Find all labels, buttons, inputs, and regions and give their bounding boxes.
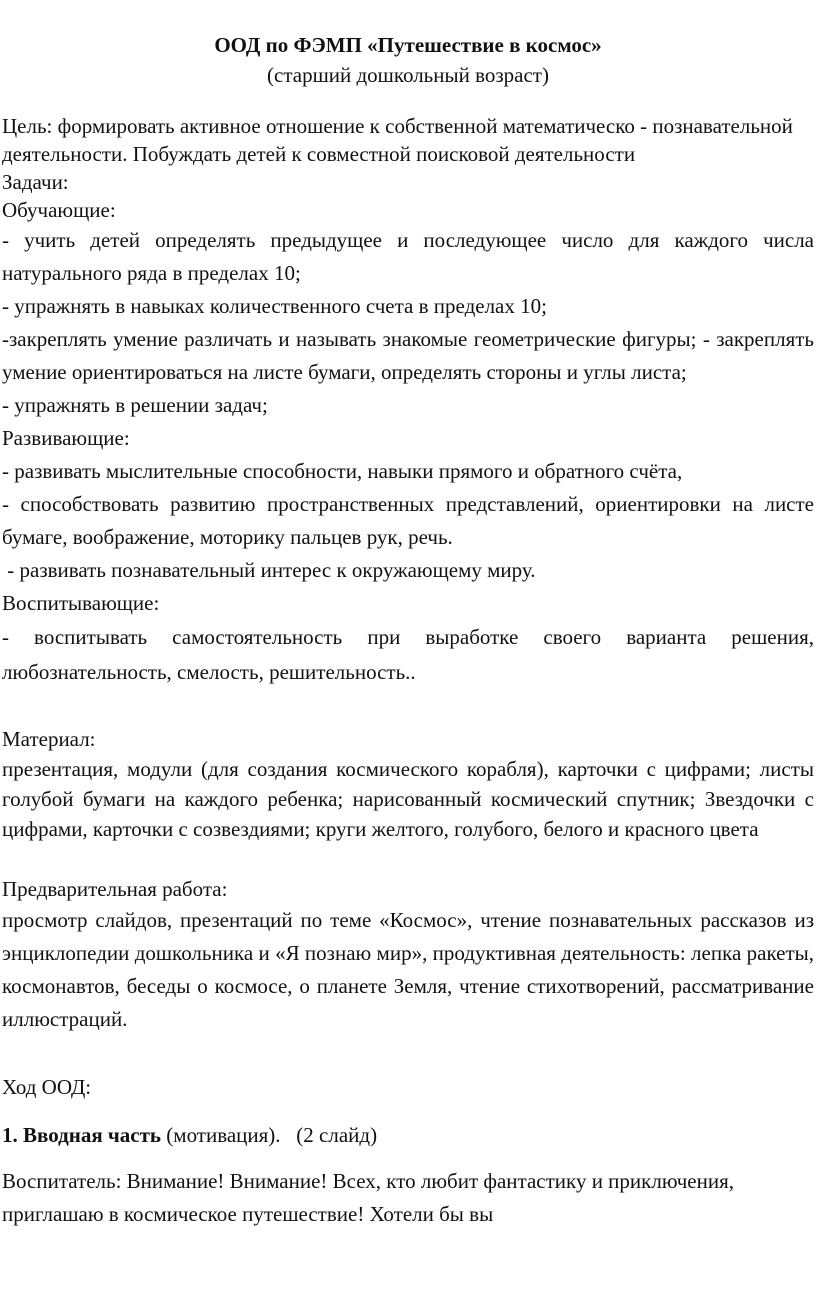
teacher-paragraph: Воспитатель: Внимание! Внимание! Всех, кто любит фантастику и приключения, приглашаю в космическое путешествие! Хотели бы вы xyxy=(2,1169,734,1226)
upbringing-item: - воспитывать самостоятельность при выработке своего варианта решения, любознательность, смелость, решительность.. xyxy=(2,625,814,684)
educational-item: - учить детей определять предыдущее и последующее число для каждого числа натурального ряда в пределах 10; xyxy=(2,228,814,285)
educational-item: -закреплять умение различать и называть знакомые геометрические фигуры; - закреплять умение ориентироваться на листе бумаги, определять стороны и углы листа; xyxy=(2,327,814,384)
prep-paragraph: просмотр слайдов, презентаций по теме «Космос», чтение познавательных рассказов из энциклопедии дошкольника и «Я познаю мир», продуктивная деятельность: лепка ракеты, космонавтов, беседы о космосе, о планете Земля, чтение стихотворений, рассматривание иллюстраций. xyxy=(2,908,814,1031)
document-subtitle: (старший дошкольный возраст) xyxy=(267,63,549,87)
developing-item: - развивать познавательный интерес к окружающему миру. xyxy=(2,558,536,582)
section-heading-rest: (мотивация). (2 слайд) xyxy=(161,1123,378,1147)
prep-label: Предварительная работа: xyxy=(2,877,228,901)
developing-item: - развивать мыслительные способности, навыки прямого и обратного счёта, xyxy=(2,459,683,483)
material-paragraph: презентация, модули (для создания космического корабля), карточки с цифрами; листы голубой бумаги на каждого ребенка; нарисованный космический спутник; Звездочки с цифрами, карточки с созвездиями; круги желтого, голубого, белого и красного цвета xyxy=(2,757,814,841)
developing-item: - способствовать развитию пространственных представлений, ориентировки на листе бумаге, воображение, моторику пальцев рук, речь. xyxy=(2,492,814,549)
section-heading-bold: 1. Вводная часть xyxy=(2,1123,162,1147)
document-title: ООД по ФЭМП «Путешествие в космос» xyxy=(214,33,602,57)
educational-label: Обучающие: xyxy=(2,198,116,222)
tasks-label: Задачи: xyxy=(2,170,69,194)
educational-item: - упражнять в решении задач; xyxy=(2,393,268,417)
developing-label: Развивающие: xyxy=(2,426,130,450)
upbringing-label: Воспитывающие: xyxy=(2,591,160,615)
goal-paragraph: Цель: формировать активное отношение к собственной математическо - познавательной деятельности. Побуждать детей к совместной поисковой деятельности xyxy=(2,114,793,166)
material-label: Материал: xyxy=(2,727,96,751)
section-heading xyxy=(2,1115,814,1155)
course-label: Ход ООД: xyxy=(2,1075,92,1099)
educational-item: - упражнять в навыках количественного счета в пределах 10; xyxy=(2,294,547,318)
